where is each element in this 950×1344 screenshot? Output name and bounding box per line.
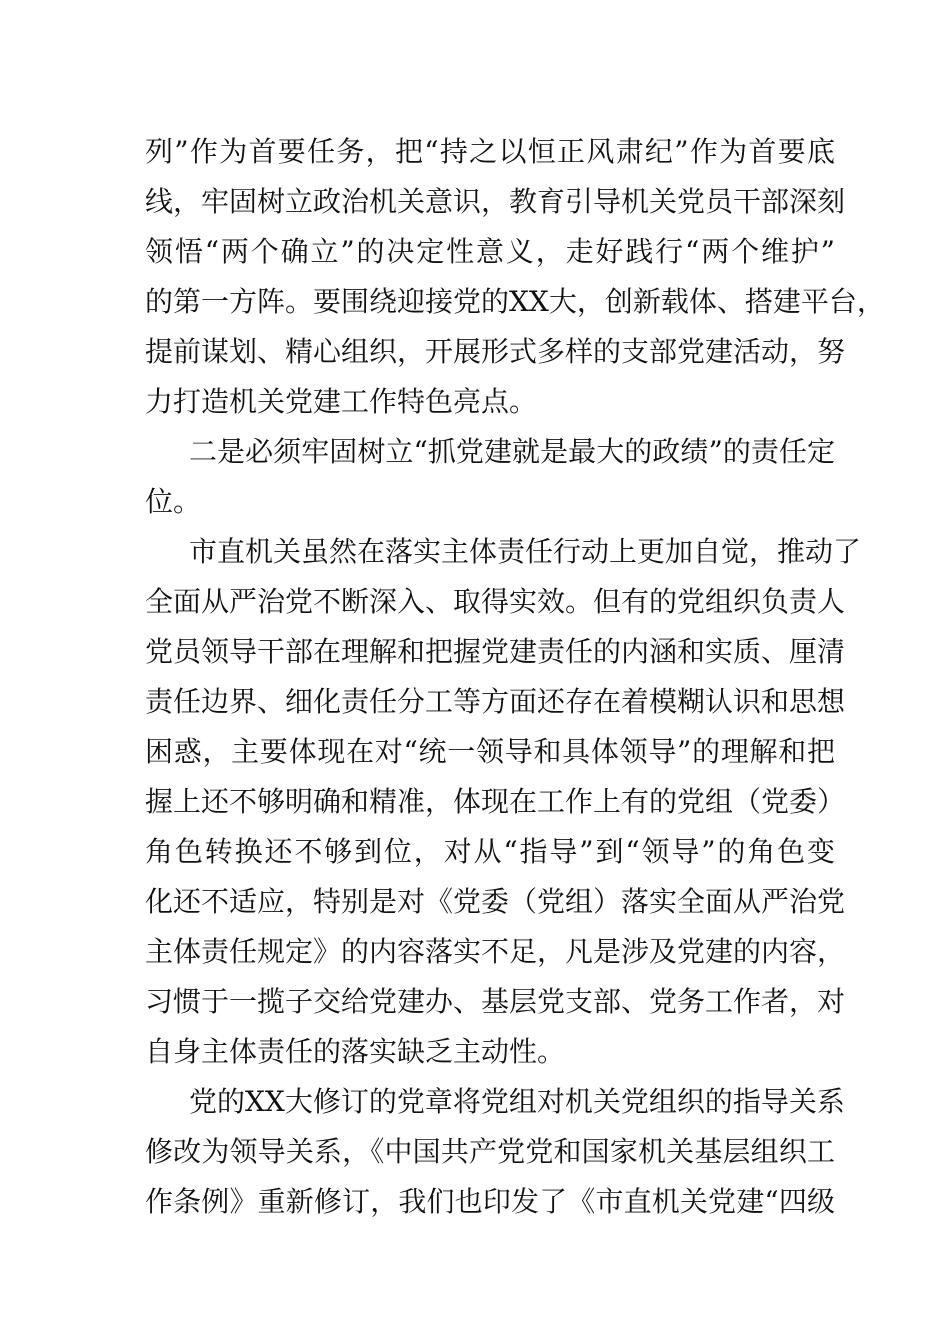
text-line: 全面从严治党不断深入、取得实效。但有的党组织负责人 <box>145 585 846 618</box>
text-line: 提前谋划、精心组织，开展形式多样的支部党建活动，努 <box>145 335 846 368</box>
text-line: 自身主体责任的落实缺乏主动性。 <box>145 1035 566 1068</box>
text-line: 主体责任规定》的内容落实不足，凡是涉及党建的内容， <box>145 935 846 968</box>
text-line: 化还不适应，特别是对《党委（党组）落实全面从严治党 <box>145 885 846 918</box>
text-line: 市直机关虽然在落实主体责任行动上更加自觉，推动了 <box>189 535 862 568</box>
text-line: 列”作为首要任务，把“持之以恒正风肃纪”作为首要底 <box>145 135 835 168</box>
text-line: 的第一方阵。要围绕迎接党的XX大，创新载体、搭建平台， <box>145 285 885 318</box>
text-line: 角色转换还不够到位，对从“指导”到“领导”的角色变 <box>145 835 835 868</box>
text-line: 党的XX大修订的党章将党组对机关党组织的指导关系 <box>189 1085 845 1118</box>
text-line: 修改为领导关系，《中国共产党党和国家机关基层组织工 <box>145 1135 835 1168</box>
text-line: 责任边界、细化责任分工等方面还存在着模糊认识和思想 <box>145 685 846 718</box>
section-heading-line: 二是必须牢固树立“抓党建就是最大的政绩”的责任定 <box>189 435 835 468</box>
text-line: 作条例》重新修订，我们也印发了《市直机关党建“四级 <box>145 1185 835 1218</box>
text-line: 握上还不够明确和精准，体现在工作上有的党组（党委） <box>145 785 846 818</box>
text-line: 习惯于一揽子交给党建办、基层党支部、党务工作者，对 <box>145 985 846 1018</box>
body-text <box>145 127 885 1227</box>
text-line: 党员领导干部在理解和把握党建责任的内涵和实质、厘清 <box>145 635 846 668</box>
text-line: 线，牢固树立政治机关意识，教育引导机关党员干部深刻 <box>145 185 846 218</box>
text-line: 力打造机关党建工作特色亮点。 <box>145 385 538 418</box>
text-line: 领悟“两个确立”的决定性意义，走好践行“两个维护” <box>145 235 835 268</box>
section-heading-line: 位。 <box>145 485 202 518</box>
text-line: 困惑，主要体现在对“统一领导和具体领导”的理解和把 <box>145 735 835 768</box>
